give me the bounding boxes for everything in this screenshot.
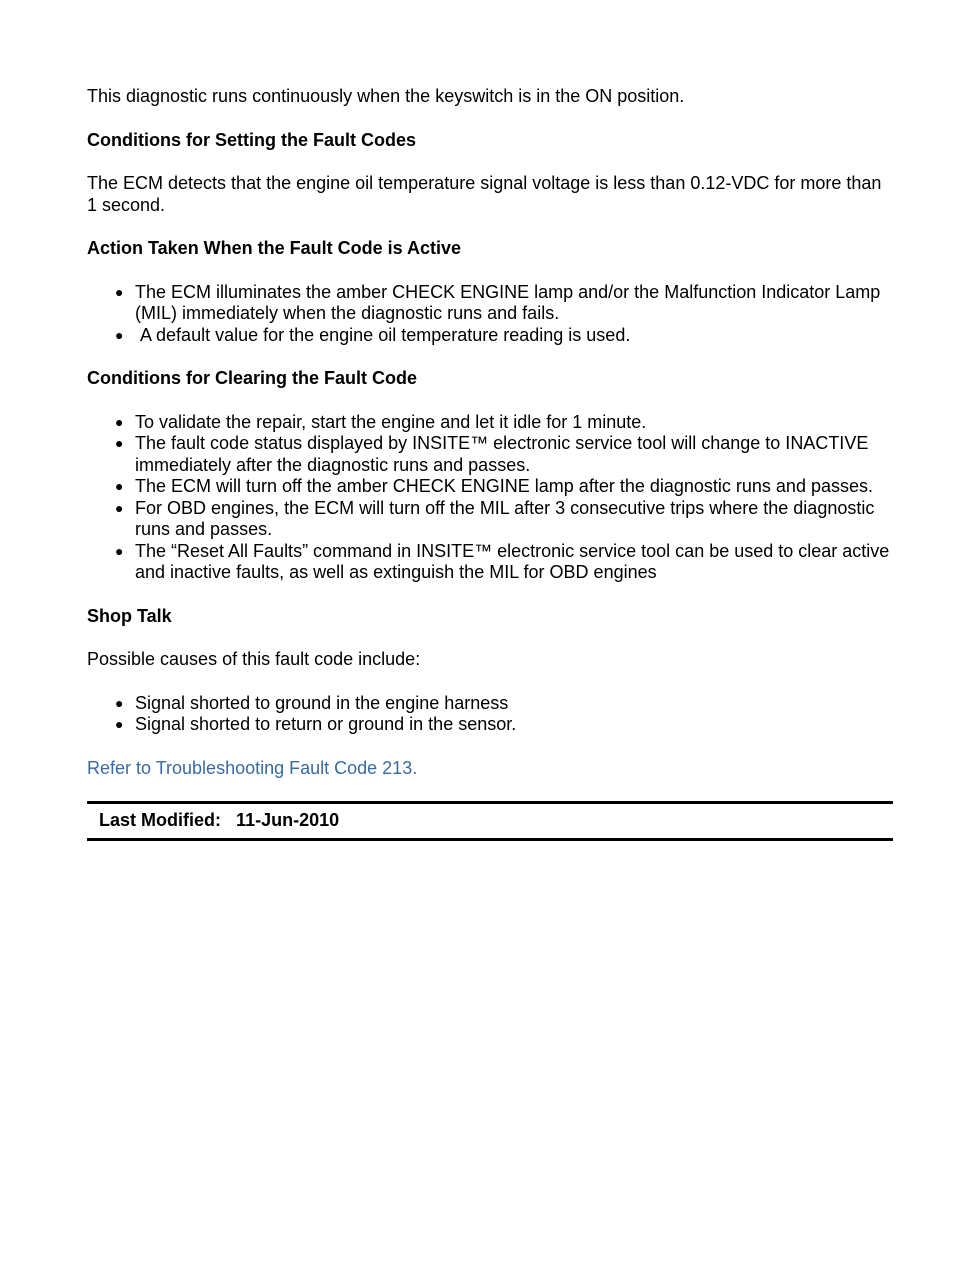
- list-item: ● The ECM illuminates the amber CHECK ENGINE lamp and/or the Malfunction Indicator Lamp (MIL) immediately when the diagnostic runs and fails.: [115, 281, 881, 323]
- action-list: [87, 282, 893, 347]
- list-item: ● The fault code status displayed by INSITE™ electronic service tool will change to INACTIVE immediately after the diagnostic runs and passes.: [115, 433, 869, 475]
- bullet-icon: ●: [115, 716, 124, 732]
- setting-heading: Conditions for Setting the Fault Codes: [87, 129, 416, 150]
- bullet-icon: ●: [115, 478, 124, 494]
- bullet-icon: ●: [115, 694, 124, 711]
- last-modified-date: 11-Jun-2010: [236, 810, 340, 830]
- bullet-icon: ●: [115, 499, 124, 516]
- list-item: ● For OBD engines, the ECM will turn off the MIL after 3 consecutive trips where the diagnostic runs and passes.: [115, 497, 875, 539]
- action-heading: Action Taken When the Fault Code is Active: [87, 238, 462, 258]
- bullet-icon: ●: [115, 326, 124, 343]
- troubleshooting-link[interactable]: Refer to Troubleshooting Fault Code 213.: [87, 757, 418, 778]
- list-item: ● The ECM will turn off the amber CHECK ENGINE lamp after the diagnostic runs and passes.: [115, 476, 873, 496]
- list-item: ● The “Reset All Faults” command in INSITE™ electronic service tool can be used to clear active and inactive faults, as well as extinguish the MIL for OBD engines: [115, 540, 890, 582]
- troubleshooting-link-row: [87, 758, 893, 780]
- shop-talk-heading: Shop Talk: [87, 605, 172, 626]
- shop-talk-intro: Possible causes of this fault code include:: [87, 649, 421, 669]
- setting-paragraph: The ECM detects that the engine oil temperature signal voltage is less than 0.12-VDC for more than 1 second.: [87, 173, 882, 215]
- list-item: ● A default value for the engine oil temperature reading is used.: [115, 324, 631, 345]
- clearing-heading: Conditions for Clearing the Fault Code: [87, 368, 417, 388]
- intro-paragraph: This diagnostic runs continuously when the keyswitch is in the ON position.: [87, 86, 685, 106]
- clearing-list: [87, 412, 893, 584]
- list-item: ● Signal shorted to ground in the engine harness: [115, 692, 509, 713]
- bullet-icon: ●: [115, 435, 124, 451]
- bullet-icon: ●: [115, 283, 124, 300]
- document-body: [87, 86, 893, 841]
- last-modified-label: Last Modified:: [99, 810, 221, 830]
- causes-list: [87, 693, 893, 736]
- list-item: ● Signal shorted to return or ground in the sensor.: [115, 714, 517, 734]
- last-modified-bar: [87, 801, 893, 841]
- list-item: ● To validate the repair, start the engine and let it idle for 1 minute.: [115, 411, 647, 432]
- bullet-icon: ●: [115, 542, 124, 559]
- bullet-icon: ●: [115, 413, 124, 430]
